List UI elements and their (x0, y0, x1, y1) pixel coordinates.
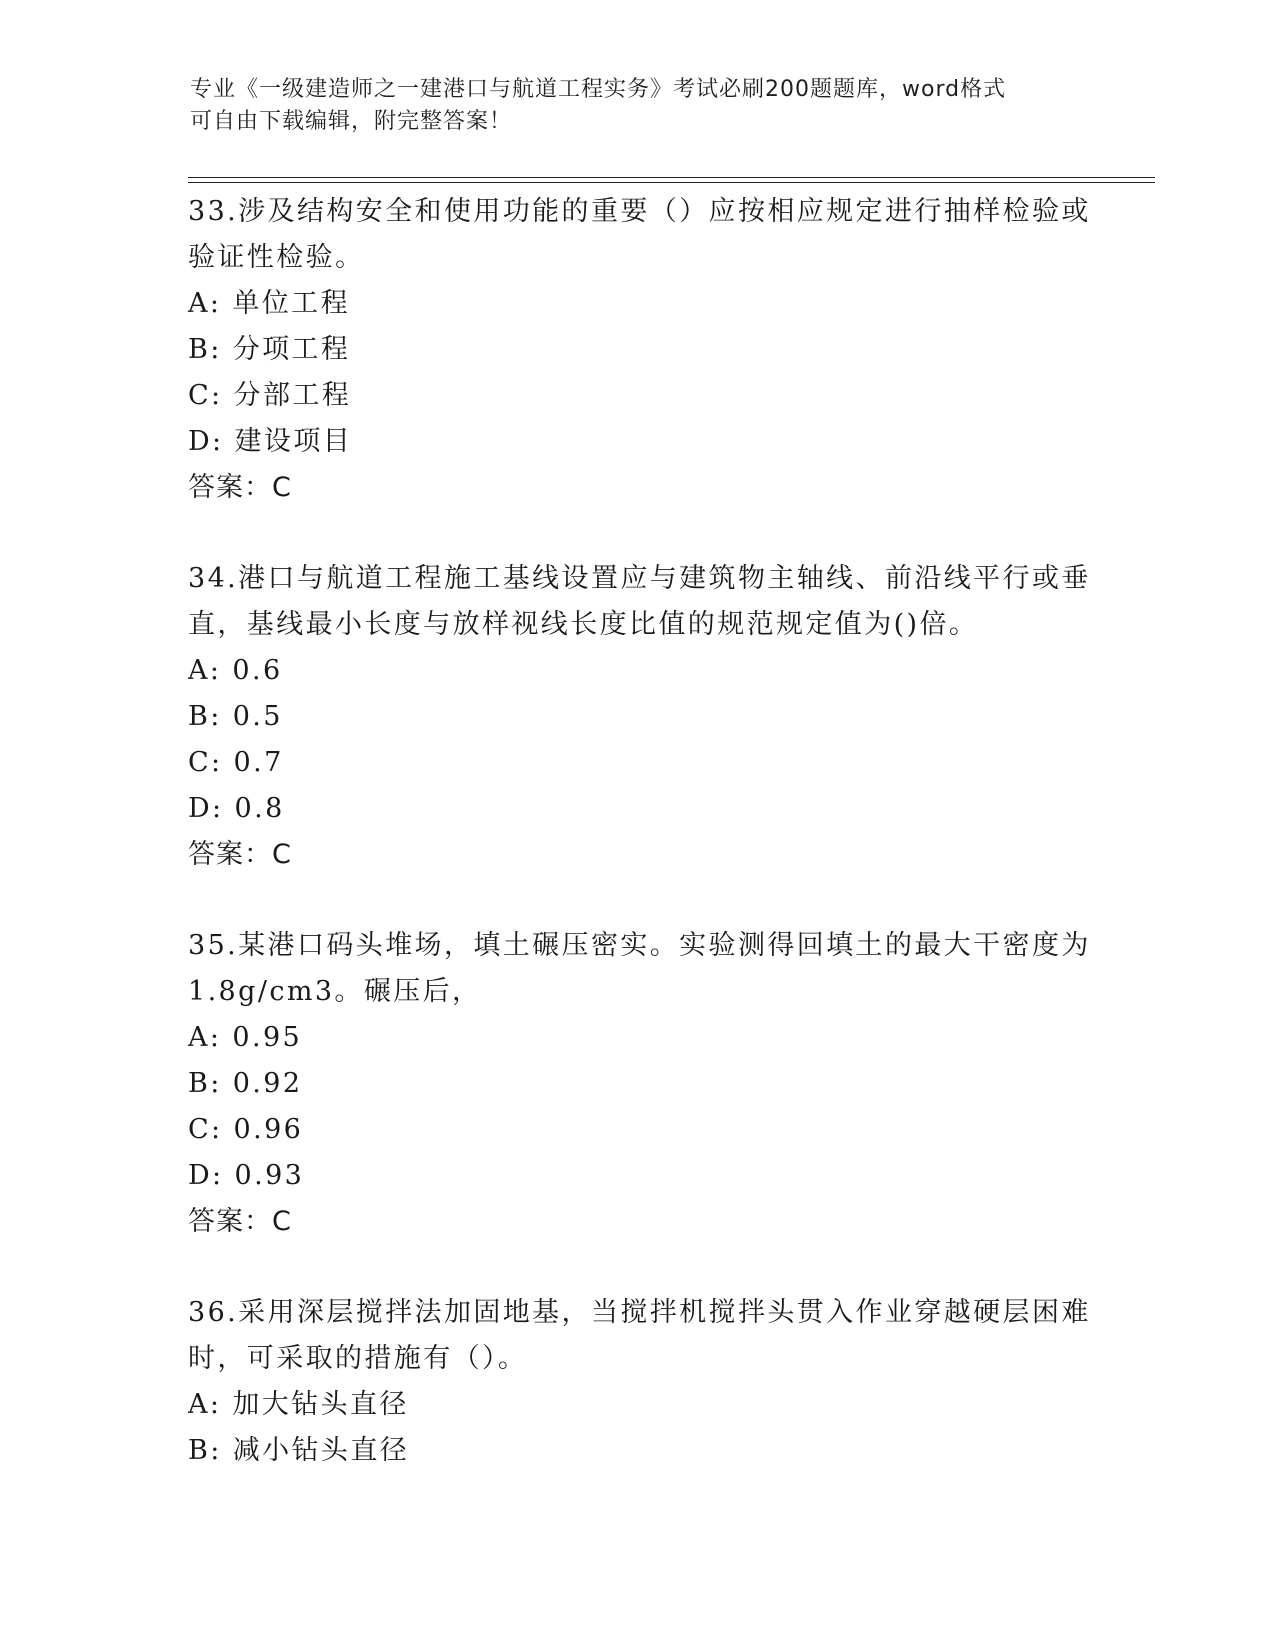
question-line: 36.采用深层搅拌法加固地基，当搅拌机搅拌头贯入作业穿越硬层困难 (188, 1297, 1091, 1328)
header-divider-bottom (188, 182, 1155, 183)
option-a: A: 单位工程 (188, 288, 350, 319)
option-c: C: 0.96 (188, 1114, 304, 1145)
question-text (188, 1290, 1091, 1382)
question-33 (188, 189, 1091, 511)
option-a: A: 加大钻头直径 (188, 1389, 409, 1420)
question-list (188, 189, 1091, 1474)
option-c: C: 0.7 (188, 747, 284, 778)
question-spacer (188, 878, 1088, 923)
question-spacer (188, 1245, 1088, 1290)
header-line-2: 可自由下载编辑，附完整答案！ (190, 109, 513, 134)
question-line: 35.某港口码头堆场，填土碾压密实。实验测得回填土的最大干密度为 (188, 930, 1091, 961)
option-a: A: 0.95 (188, 1022, 303, 1053)
question-text (188, 556, 1091, 648)
question-line: 1.8g/cm3。碾压后， (188, 976, 482, 1007)
answer-label: 答案：C (188, 472, 292, 503)
option-c: C: 分部工程 (188, 380, 352, 411)
question-line: 验证性检验。 (188, 242, 365, 273)
question-line: 34.港口与航道工程施工基线设置应与建筑物主轴线、前沿线平行或垂 (188, 563, 1091, 594)
answer-label: 答案：C (188, 839, 292, 870)
question-text (188, 189, 1091, 281)
document-header (190, 74, 1070, 138)
option-d: D: 建设项目 (188, 426, 353, 457)
option-a: A: 0.6 (188, 655, 283, 686)
question-36 (188, 1290, 1091, 1474)
header-line-1: 专业《一级建造师之一建港口与航道工程实务》考试必刷200题题库，word格式 (190, 77, 1007, 102)
question-text (188, 923, 1091, 1015)
header-divider-top (188, 177, 1155, 178)
option-b: B: 分项工程 (188, 334, 351, 365)
option-b: B: 0.5 (188, 701, 283, 732)
question-34 (188, 556, 1091, 878)
question-35 (188, 923, 1091, 1245)
option-d: D: 0.8 (188, 793, 285, 824)
option-b: B: 减小钻头直径 (188, 1435, 410, 1466)
question-spacer (188, 511, 1088, 556)
question-line: 33.涉及结构安全和使用功能的重要（）应按相应规定进行抽样检验或 (188, 196, 1091, 227)
option-d: D: 0.93 (188, 1160, 305, 1191)
answer-label: 答案：C (188, 1206, 292, 1237)
question-line: 时，可采取的措施有（）。 (188, 1343, 528, 1374)
question-line: 直，基线最小长度与放样视线长度比值的规范规定值为()倍。 (188, 609, 979, 640)
option-b: B: 0.92 (188, 1068, 303, 1099)
